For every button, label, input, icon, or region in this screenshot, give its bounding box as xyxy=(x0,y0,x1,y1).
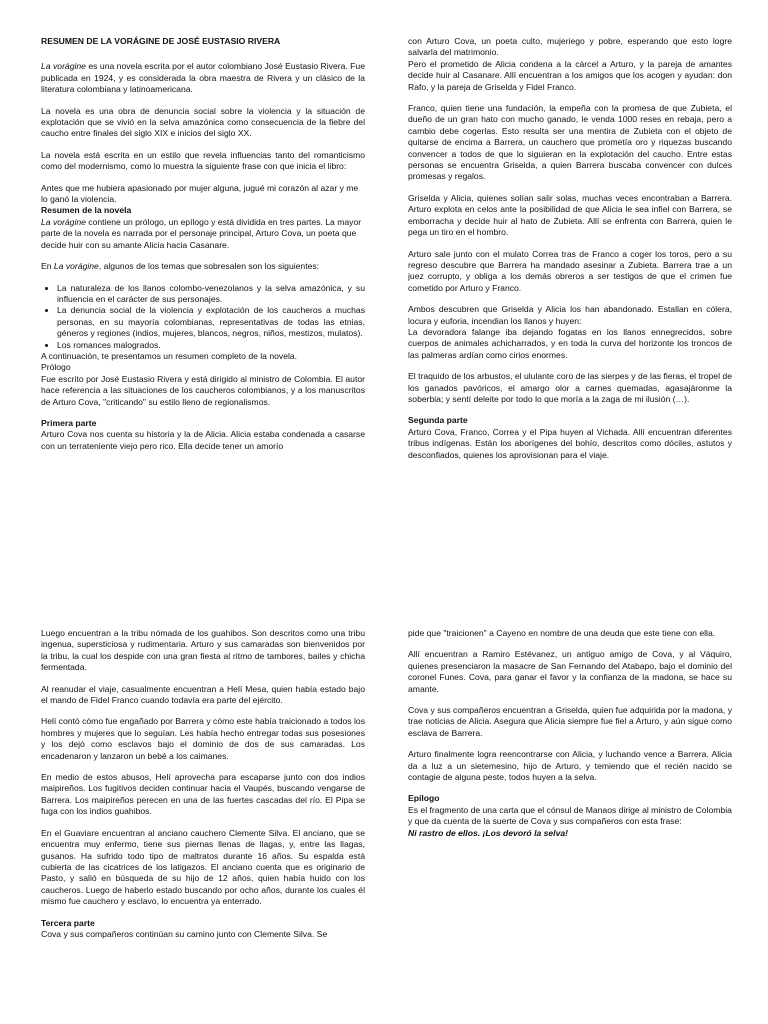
segunda-parte-heading: Segunda parte xyxy=(408,415,468,426)
list-item: • Los romances malogrados. xyxy=(57,340,365,351)
temas-pre: En xyxy=(41,261,54,272)
paragraph: Arturo sale junto con el mulato Correa tras de Franco a coger los toros, pero a su regreso descubre que Barrera ha mandado asesinar a Zubieta. Barrera trae a un juez corrupto, y obliga a los demás obreros a ser testigos de que el crimen fue cometido por Arturo y Franco. xyxy=(408,248,732,293)
primera-parte-heading: Primera parte xyxy=(41,417,97,428)
tercera-parte-heading: Tercera parte xyxy=(41,917,95,928)
denuncia-paragraph: La novela es una obra de denuncia social sobre la violencia y la situación de explotación que se vivió en la selva amazónica como consecuencia de la fiebre del caucho entre finales del siglo XIX e inicios del siglo XX. xyxy=(41,105,365,139)
final-quote-text: Ni rastro de ellos. ¡Los devoró la selva! xyxy=(408,827,568,838)
temas-post: , algunos de los temas que sobresalen son los siguientes: xyxy=(98,261,320,272)
paragraph: Arturo finalmente logra reencontrarse con Alicia, y luchando vence a Barrera. Alicia da a luz a un sietemesino, hijo de Arturo, y temiendo que el recién nacido se contagie de alguna peste, todos huyen a la selva. xyxy=(408,749,732,783)
opening-quote: Antes que me hubiera apasionado por mujer alguna, jugué mi corazón al azar y me lo ganó la violencia. xyxy=(41,182,359,205)
quote-paragraph: El traquido de los arbustos, el ululante coro de las sierpes y de las fieras, el tropel de los ganados pavóricos, el amargo olor a carnes quemadas, agasajáronme la soberbia; y sentí deleite por todo lo que moría a la zaga de mi ilusión (…). xyxy=(408,371,732,404)
intro-paragraph xyxy=(41,61,365,95)
intro-text: es una novela escrita por el autor colombiano José Eustasio Rivera. Fue publicada en 1924, y es considerada la obra maestra de Rivera y un clásico de la literatura colombiana y latinoamericana. xyxy=(41,61,365,95)
paragraph: con Arturo Cova, un poeta culto, mujeriego y pobre, esperando que esto logre salvarla del matrimonio. xyxy=(408,36,732,58)
temas-intro xyxy=(41,261,365,272)
quote-paragraph: La devoradora falange iba dejando fogatas en los llanos ennegrecidos, sobre cuerpos de animales achicharrados, y en toda la curva del horizonte los troncos de las palmeras ardían como cirios enormes. xyxy=(408,326,732,360)
paragraph: Franco, quien tiene una fundación, la empeña con la promesa de que Zubieta, el dueño de un gran hato con mucho ganado, le venda 1000 reses en rebaja, pero a cambio debe cogerlas. Esto resulta ser una mentira de Zubieta con el objeto de quitarse de encima a Barrera, un cauchero que prometía oro y riquezas buscando convencer a todos de que lo siguieran en la explotación del caucho. Entre estas personas se encuentra Griselda, a quien Barrera buscaba convencer con dulces promesas y regalos. xyxy=(408,103,732,182)
resumen-heading: Resumen de la novela xyxy=(41,205,132,216)
paragraph: Griselda y Alicia, quienes solían salir solas, muchas veces encontraban a Barrera. Arturo explota en celos ante la posibilidad de que Alicia le sea infiel con Barrera, se emborracha y decide huir al hato de Zubieta. Allí se enfrenta con Barrera, quien le pega un tiro en el hombro. xyxy=(408,192,732,238)
paragraph: Helí contó cómo fue engañado por Barrera y cómo este había traicionado a todos los hombres y mujeres que lo seguían. Les había hecho entregar todas sus posesiones y los dejó como esclavos bajo el dominio de dos de sus camaradas. Los encadenaron y lanzaron un bebé a los caimanes. xyxy=(41,716,365,761)
prologo-paragraph: Fue escrito por José Eustasio Rivera y está dirigido al ministro de Colombia. El autor hace referencia a las situaciones de los caucheros colombianos, y a los manuscritos de Arturo Cova, "criticando" su estilo lleno de regionalismos. xyxy=(41,373,365,407)
novel-title-italic: La vorágine xyxy=(41,216,86,227)
page1-left-column xyxy=(41,36,365,462)
final-quote xyxy=(408,828,732,839)
resumen-text: contiene un prólogo, un epílogo y está dividida en tres partes. La mayor parte de la novela es narrada por el personaje principal, Arturo Cova, un poeta que decide huir con su amante Alicia hacia Casanare. xyxy=(41,216,362,250)
list-item: • La denuncia social de la violencia y explotación de los caucheros a muchas personas, en su mayoría colombianas, representativas de todas las etnias, géneros y regiones (indios, mujeres, blancos, negros, niños, mestizos, mulatos). xyxy=(57,305,365,339)
paragraph: Al reanudar el viaje, casualmente encuentran a Helí Mesa, quien había estado bajo el mando de Fidel Franco cuando todavía era parte del ejército. xyxy=(41,683,365,706)
page2-right-column xyxy=(408,628,732,839)
paragraph: Luego encuentran a la tribu nómada de los guahibos. Son descritos como una tribu ingenua, supersticiosa y rudimentaria. Arturo y sus camaradas son bienvenidos por la tribu, la cual los despide con una gran fiesta al ritmo de tambores, bailes y chicha fermentada. xyxy=(41,628,365,673)
list-item: • La naturaleza de los llanos colombo-venezolanos y la selva amazónica, y su influencia en el carácter de sus personajes. xyxy=(57,283,365,306)
paragraph: En el Guaviare encuentran al anciano cauchero Clemente Silva. El anciano, que se encuentra muy enfermo, tiene sus piernas llenas de llagas, y, entre las llagas, gusanos. Ha sufrido todo tipo de maltratos durante 16 años. Su espalda está cubierta de las cicatrices de los latigazos. El anciano cuenta que es originario de Pasto, y salió en búsqueda de su hijo de 12 años, quien había huido con los caucheros. Luego de haberlo estado buscando por ocho años, durante los cuales él mismo fue cauchero y esclavo, lo encuentra ya enterrado. xyxy=(41,827,365,907)
primera-parte-paragraph: Arturo Cova nos cuenta su historia y la de Alicia. Alicia estaba condenada a casarse con un terrateniente viejo pero rico. Ella decide tener un amorío xyxy=(41,429,365,451)
epilogo-paragraph: Es el fragmento de una carta que el cónsul de Manaos dirige al ministro de Colombia y que da cuenta de la suerte de Cova y sus compañeros con esta frase: xyxy=(408,804,732,827)
novel-title-italic: La vorágine xyxy=(41,61,86,72)
paragraph: Allí encuentran a Ramiro Estévanez, un antiguo amigo de Cova, y al Váquiro, quienes presenciaron la masacre de San Fernando del Atabapo, bajo el dominio del coronel Funes. Cova, para ganar el favor y la confianza de la madona, se hace su amante. xyxy=(408,649,732,694)
segunda-parte-paragraph: Arturo Cova, Franco, Correa y el Pipa huyen al Vichada. Allí encuentran diferentes tribus indígenas. Están los aborígenes del bohío, descritos como dóciles, astutos y desconfiados, quienes los aprovisionan para el viaje. xyxy=(408,426,732,460)
continuation-text: A continuación, te presentamos un resumen completo de la novela. xyxy=(41,350,298,361)
document-title: RESUMEN DE LA VORÁGINE DE JOSÉ EUSTASIO RIVERA xyxy=(41,36,281,46)
epilogo-heading: Epílogo xyxy=(408,793,440,804)
paragraph: pide que "traicionen" a Cayeno en nombre de una deuda que este tiene con ella. xyxy=(408,628,716,638)
prologo-label: Prólogo xyxy=(41,362,71,373)
page1-right-column xyxy=(408,36,732,471)
tercera-parte-paragraph: Cova y sus compañeros continúan su camino junto con Clemente Silva. Se xyxy=(41,928,328,939)
paragraph: Pero el prometido de Alicia condena a la cárcel a Arturo, y la pareja de amantes decide huir al Casanare. Allí encuentran a los amigos que los acogen y ayudan: don Rafo, y la pareja de Griselda y Fidel Franco. xyxy=(408,58,732,92)
document-page-2 xyxy=(0,622,768,1024)
paragraph: En medio de estos abusos, Helí aprovecha para escaparse junto con dos indios maipireños. Los fugitivos deciden continuar hacia el Vaupés, buscando vengarse de Barrera. Los maipireños perecen en una de las fuertes cascadas del río. El Pipa se fuga con los indios guahibos. xyxy=(41,772,365,817)
resumen-paragraph xyxy=(41,217,365,251)
paragraph: Ambos descubren que Griselda y Alicia los han abandonado. Estallan en cólera, locura y euforia, incendian los llanos y huyen: xyxy=(408,304,732,326)
page2-left-column xyxy=(41,628,365,950)
estilo-paragraph: La novela está escrita en un estilo que revela influencias tanto del romanticismo como del modernismo, como lo muestra la siguiente frase con que inicia el libro: xyxy=(41,149,365,172)
novel-title-italic: La vorágine xyxy=(53,261,99,272)
themes-list xyxy=(41,283,365,351)
page-separator xyxy=(0,600,768,622)
paragraph: Cova y sus compañeros encuentran a Griselda, quien fue adquirida por la madona, y trae noticias de Alicia. Asegura que Alicia siempre fue fiel a Arturo, y aún sigue como esclava de Barrera. xyxy=(408,705,732,738)
